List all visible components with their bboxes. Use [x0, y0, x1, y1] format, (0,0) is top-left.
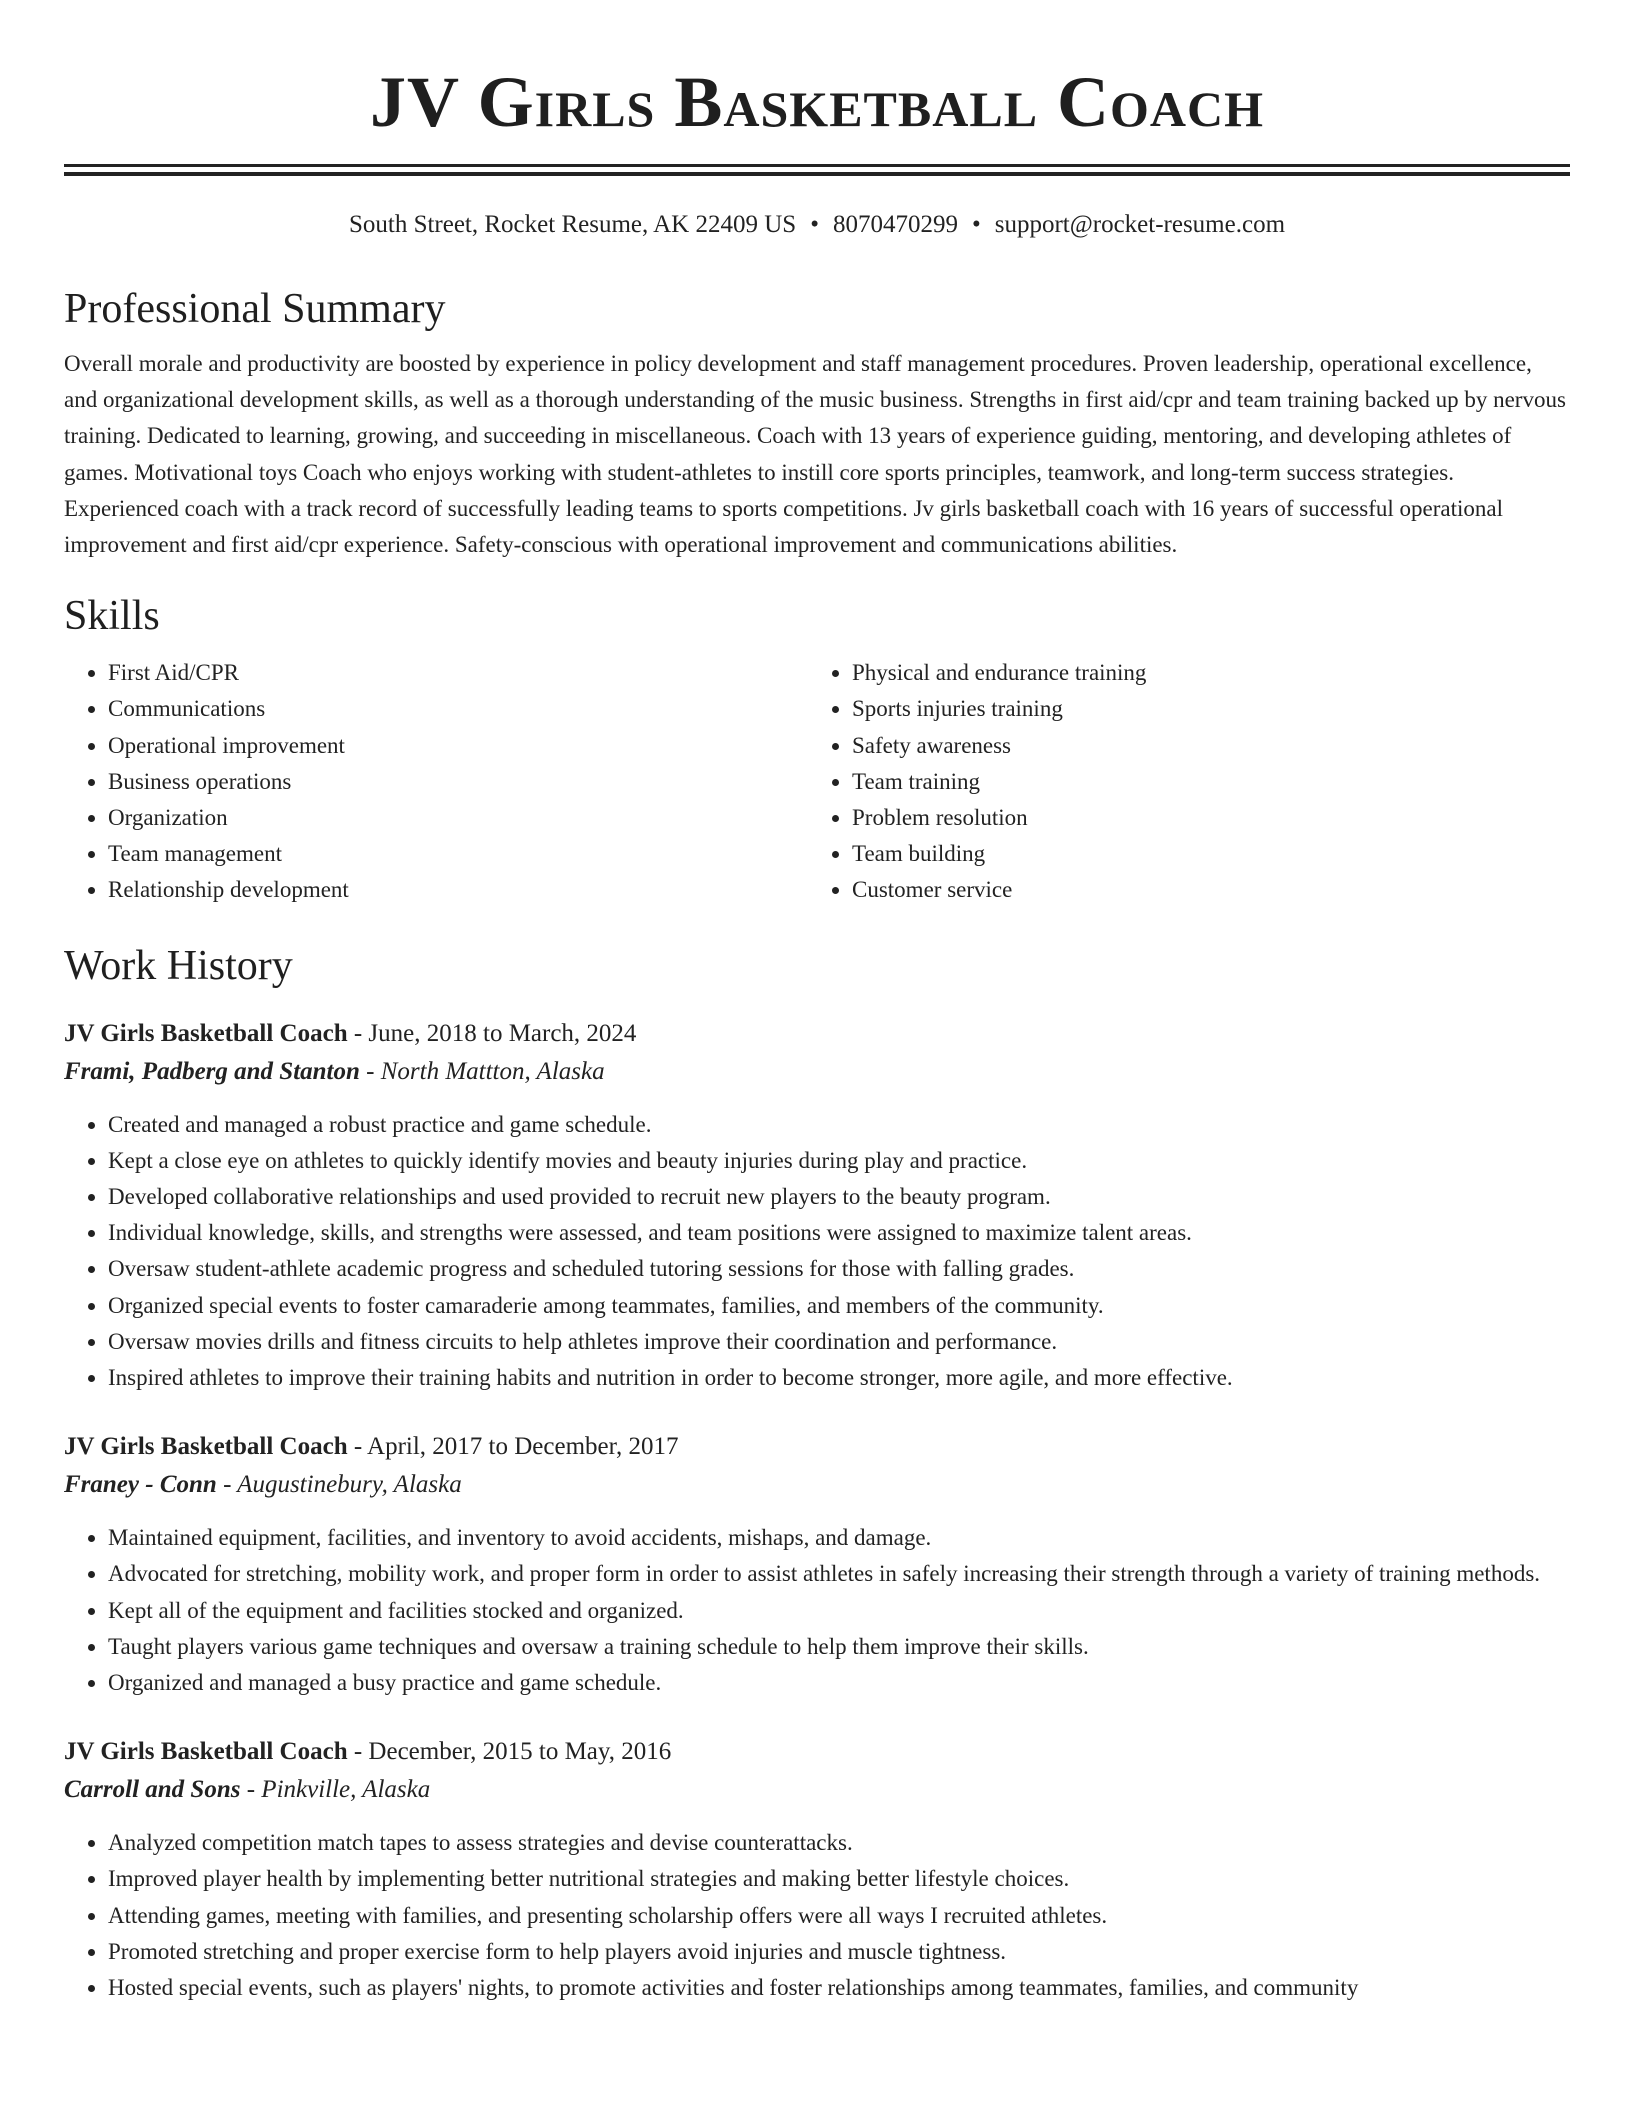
job-dates: - December, 2015 to May, 2016	[347, 1738, 672, 1766]
job-bullet: • Taught players various game techniques and oversaw a training schedule to help them improve their skills.	[108, 1629, 1570, 1665]
job-location: - Augustinebury, Alaska	[216, 1471, 462, 1499]
title-rule-top	[64, 164, 1570, 167]
job-company: Frami, Padberg and Stanton	[64, 1057, 360, 1085]
job-title: JV Girls Basketball Coach	[64, 1019, 348, 1047]
job-bullet: • Oversaw student-athlete academic progress and scheduled tutoring sessions for those with falling grades.	[108, 1251, 1570, 1287]
skill-item: • Relationship development	[108, 872, 808, 908]
job-location: - Pinkville, Alaska	[240, 1776, 431, 1804]
job-company-line	[64, 1053, 1570, 1091]
contact-line	[64, 210, 1570, 240]
resume-page	[64, 0, 1570, 2006]
contact-separator: •	[810, 211, 819, 238]
job-bullet: • Improved player health by implementing better nutritional strategies and making better lifestyle choices.	[108, 1861, 1570, 1897]
summary-text: Overall morale and productivity are boosted by experience in policy development and staff management procedures. Proven leadership, operational excellence, and organizational development skills, as well as a thorough understanding of the music business. Strengths in first aid/cpr and team training backed up by nervous training. Dedicated to learning, growing, and succeeding in miscellaneous. Coach with 13 years of experience guiding, mentoring, and developing athletes of games. Motivational toys Coach who enjoys working with student-athletes to instill core sports principles, teamwork, and long-term success strategies. Experienced coach with a track record of successfully leading teams to sports competitions. Jv girls basketball coach with 16 years of successful operational improvement and first aid/cpr experience. Safety-conscious with operational improvement and communications abilities.	[64, 351, 1566, 558]
skill-item: • Team training	[852, 764, 1552, 800]
job-bullets	[64, 1825, 1570, 2006]
skill-item: • First Aid/CPR	[108, 655, 808, 691]
skill-item: • Safety awareness	[852, 728, 1552, 764]
section-heading-work-history: Work History	[64, 942, 293, 989]
resume-title: JV Girls Basketball Coach	[369, 62, 1265, 142]
contact-address: South Street, Rocket Resume, AK 22409 US	[348, 211, 797, 238]
job-dates: - June, 2018 to March, 2024	[347, 1019, 637, 1047]
job-location: - North Mattton, Alaska	[359, 1057, 605, 1085]
section-heading-summary: Professional Summary	[64, 286, 446, 332]
section-heading-skills: Skills	[64, 593, 160, 640]
job-bullet: • Oversaw movies drills and fitness circuits to help athletes improve their coordination and performance.	[108, 1324, 1570, 1360]
job-bullet: • Promoted stretching and proper exercise form to help players avoid injuries and muscle tightness.	[108, 1934, 1570, 1970]
job-bullet: • Organized and managed a busy practice and game schedule.	[108, 1665, 1570, 1701]
job-bullet: • Advocated for stretching, mobility work, and proper form in order to assist athletes in safely increasing their strength through a variety of training methods.	[108, 1556, 1570, 1592]
job-bullet: • Kept all of the equipment and facilities stocked and organized.	[108, 1593, 1570, 1629]
skill-item: • Team building	[852, 836, 1552, 872]
job-entry	[64, 1733, 1570, 2006]
job-title-line	[64, 1428, 1570, 1466]
job-title-line	[64, 1733, 1570, 1771]
contact-email: support@rocket-resume.com	[994, 211, 1286, 238]
job-bullet: • Inspired athletes to improve their training habits and nutrition in order to become stronger, more agile, and more effective.	[108, 1360, 1570, 1396]
job-bullet: • Analyzed competition match tapes to assess strategies and devise counterattacks.	[108, 1825, 1570, 1861]
job-company: Franey - Conn	[64, 1471, 217, 1499]
skill-item: • Communications	[108, 691, 808, 727]
job-company: Carroll and Sons	[64, 1776, 241, 1804]
skill-item: • Physical and endurance training	[852, 655, 1552, 691]
job-bullet: • Kept a close eye on athletes to quickly identify movies and beauty injuries during play and practice.	[108, 1143, 1570, 1179]
contact-phone: 8070470299	[832, 211, 958, 238]
skills-columns	[64, 655, 1570, 908]
job-bullet: • Created and managed a robust practice and game schedule.	[108, 1107, 1570, 1143]
job-title: JV Girls Basketball Coach	[64, 1738, 348, 1766]
job-company-line	[64, 1771, 1570, 1809]
job-entry	[64, 1015, 1570, 1397]
job-bullet: • Maintained equipment, facilities, and inventory to avoid accidents, mishaps, and damage.	[108, 1520, 1570, 1556]
job-bullet: • Organized special events to foster camaraderie among teammates, families, and members of the community.	[108, 1288, 1570, 1324]
skill-item: • Team management	[108, 836, 808, 872]
job-bullet: • Developed collaborative relationships and used provided to recruit new players to the beauty program.	[108, 1179, 1570, 1215]
skill-item: • Organization	[108, 800, 808, 836]
job-bullet: • Attending games, meeting with families, and presenting scholarship offers were all ways I recruited athletes.	[108, 1898, 1570, 1934]
skill-item: • Sports injuries training	[852, 691, 1552, 727]
job-entry	[64, 1428, 1570, 1701]
skills-list-right	[808, 655, 1552, 908]
skills-list-left	[64, 655, 808, 908]
skill-item: • Problem resolution	[852, 800, 1552, 836]
job-dates: - April, 2017 to December, 2017	[347, 1433, 679, 1461]
job-bullet: • Individual knowledge, skills, and strengths were assessed, and team positions were assigned to maximize talent areas.	[108, 1215, 1570, 1251]
job-bullets	[64, 1520, 1570, 1701]
skill-item: • Operational improvement	[108, 728, 808, 764]
job-title-line	[64, 1015, 1570, 1053]
skill-item: • Business operations	[108, 764, 808, 800]
job-title: JV Girls Basketball Coach	[64, 1433, 348, 1461]
title-rule-bottom	[64, 172, 1570, 176]
skill-item: • Customer service	[852, 872, 1552, 908]
job-bullets	[64, 1107, 1570, 1397]
job-bullet: • Hosted special events, such as players' nights, to promote activities and foster relationships among teammates, families, and community	[108, 1970, 1570, 2006]
contact-separator: •	[971, 211, 981, 238]
job-company-line	[64, 1466, 1570, 1504]
